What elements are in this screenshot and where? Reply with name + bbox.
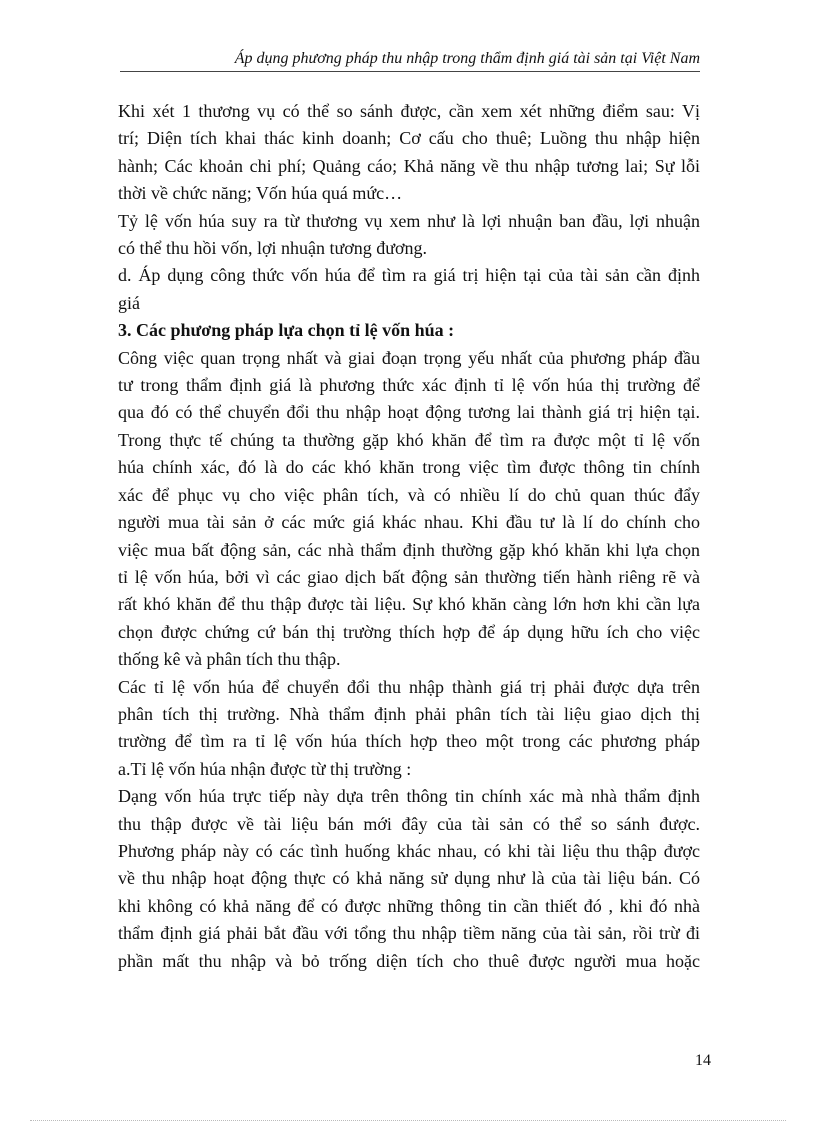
footer-divider: [30, 1120, 786, 1121]
body-line: thu thập được về tài liệu bán mới đây của tài sản có thể so sánh được.: [118, 813, 700, 834]
page-number: 14: [695, 1052, 711, 1069]
body-line: người mua tài sản ở các mức giá khác nhau. Khi đầu tư là lí do chính cho: [118, 512, 700, 533]
body-line: Trong thực tế chúng ta thường gặp khó khăn để tìm ra được một tỉ lệ vốn: [118, 429, 700, 450]
subsection-heading: a.Tỉ lệ vốn húa nhận được từ thị trường :: [118, 758, 412, 779]
body-line: phân tích thị trường. Nhà thẩm định phải phân tích tài liệu giao dịch thị: [118, 703, 700, 724]
body-line: Khi xét 1 thương vụ có thể so sánh được, cần xem xét những điểm sau: Vị: [118, 101, 700, 121]
body-line: xác để phục vụ cho việc phân tích, và có nhiều lí do chủ quan thúc đẩy: [118, 484, 700, 505]
body-line: trường để tìm ra tỉ lệ vốn húa thích hợp theo một trong các phương pháp: [118, 731, 700, 752]
body-line: thống kê và phân tích thu thập.: [118, 649, 341, 670]
document-body: [118, 98, 700, 975]
body-line: thẩm định giá phải bắt đầu với tổng thu nhập tiềm năng của tài sản, rồi trừ đi: [118, 923, 700, 944]
body-line: về thu nhập hoạt động thực có khả năng sử dụng như là của tài liệu bán. Có: [118, 868, 700, 889]
body-line: phần mất thu nhập và bỏ trống diện tích cho thuê được người mua hoặc: [118, 950, 700, 971]
body-line: húa chính xác, đó là do các khó khăn trong việc tìm được thông tin chính: [118, 457, 700, 478]
body-line: Phương pháp này có các tình huống khác nhau, có khi tài liệu thu thập được: [118, 840, 700, 861]
body-line: d. Áp dụng công thức vốn húa để tìm ra giá trị hiện tại của tài sản cần định: [118, 265, 700, 286]
body-line: Các tỉ lệ vốn húa để chuyển đổi thu nhập thành giá trị phải được dựa trên: [118, 676, 700, 697]
body-line: khi không có khả năng để có được những thông tin cần thiết đó , khi đó nhà: [118, 895, 700, 916]
body-line: Công việc quan trọng nhất và giai đoạn trọng yếu nhất của phương pháp đầu: [118, 347, 700, 368]
body-line: tỉ lệ vốn húa, bởi vì các giao dịch bất động sản thường tiến hành riêng rẽ và: [118, 566, 700, 587]
body-line: việc mua bất động sản, các nhà thẩm định thường gặp khó khăn khi lựa chọn: [118, 539, 700, 560]
body-line: trí; Diện tích khai thác kinh doanh; Cơ cấu cho thuê; Luồng thu nhập hiện: [118, 128, 700, 149]
body-line: hành; Các khoản chi phí; Quảng cáo; Khả năng về thu nhập tương lai; Sự lỗi: [118, 155, 700, 176]
body-line: Tỷ lệ vốn húa suy ra từ thương vụ xem như là lợi nhuận ban đầu, lợi nhuận: [118, 210, 700, 231]
body-line: qua đó có thể chuyển đổi thu nhập hoạt động tương lai thành giá trị hiện tại.: [118, 402, 700, 423]
body-line: giá: [118, 292, 140, 313]
body-line: có thể thu hồi vốn, lợi nhuận tương đương.: [118, 238, 428, 259]
body-line: tư trong thẩm định giá là phương thức xác định tỉ lệ vốn húa thị trường để: [118, 375, 700, 396]
body-line: Dạng vốn húa trực tiếp này dựa trên thông tin chính xác mà nhà thẩm định: [118, 786, 700, 807]
body-line: thời về chức năng; Vốn húa quá mức…: [118, 183, 403, 204]
body-line: chọn được chứng cứ bán thị trường thích hợp để áp dụng hữu ích cho việc: [118, 621, 700, 642]
running-header: Áp dụng phương pháp thu nhập trong thẩm định giá tài sản tại Việt Nam: [120, 50, 700, 72]
body-line: rất khó khăn để thu thập được tài liệu. Sự khó khăn càng lớn hơn khi cần lựa: [118, 594, 700, 615]
section-heading: 3. Các phương pháp lựa chọn tỉ lệ vốn húa :: [118, 320, 455, 341]
